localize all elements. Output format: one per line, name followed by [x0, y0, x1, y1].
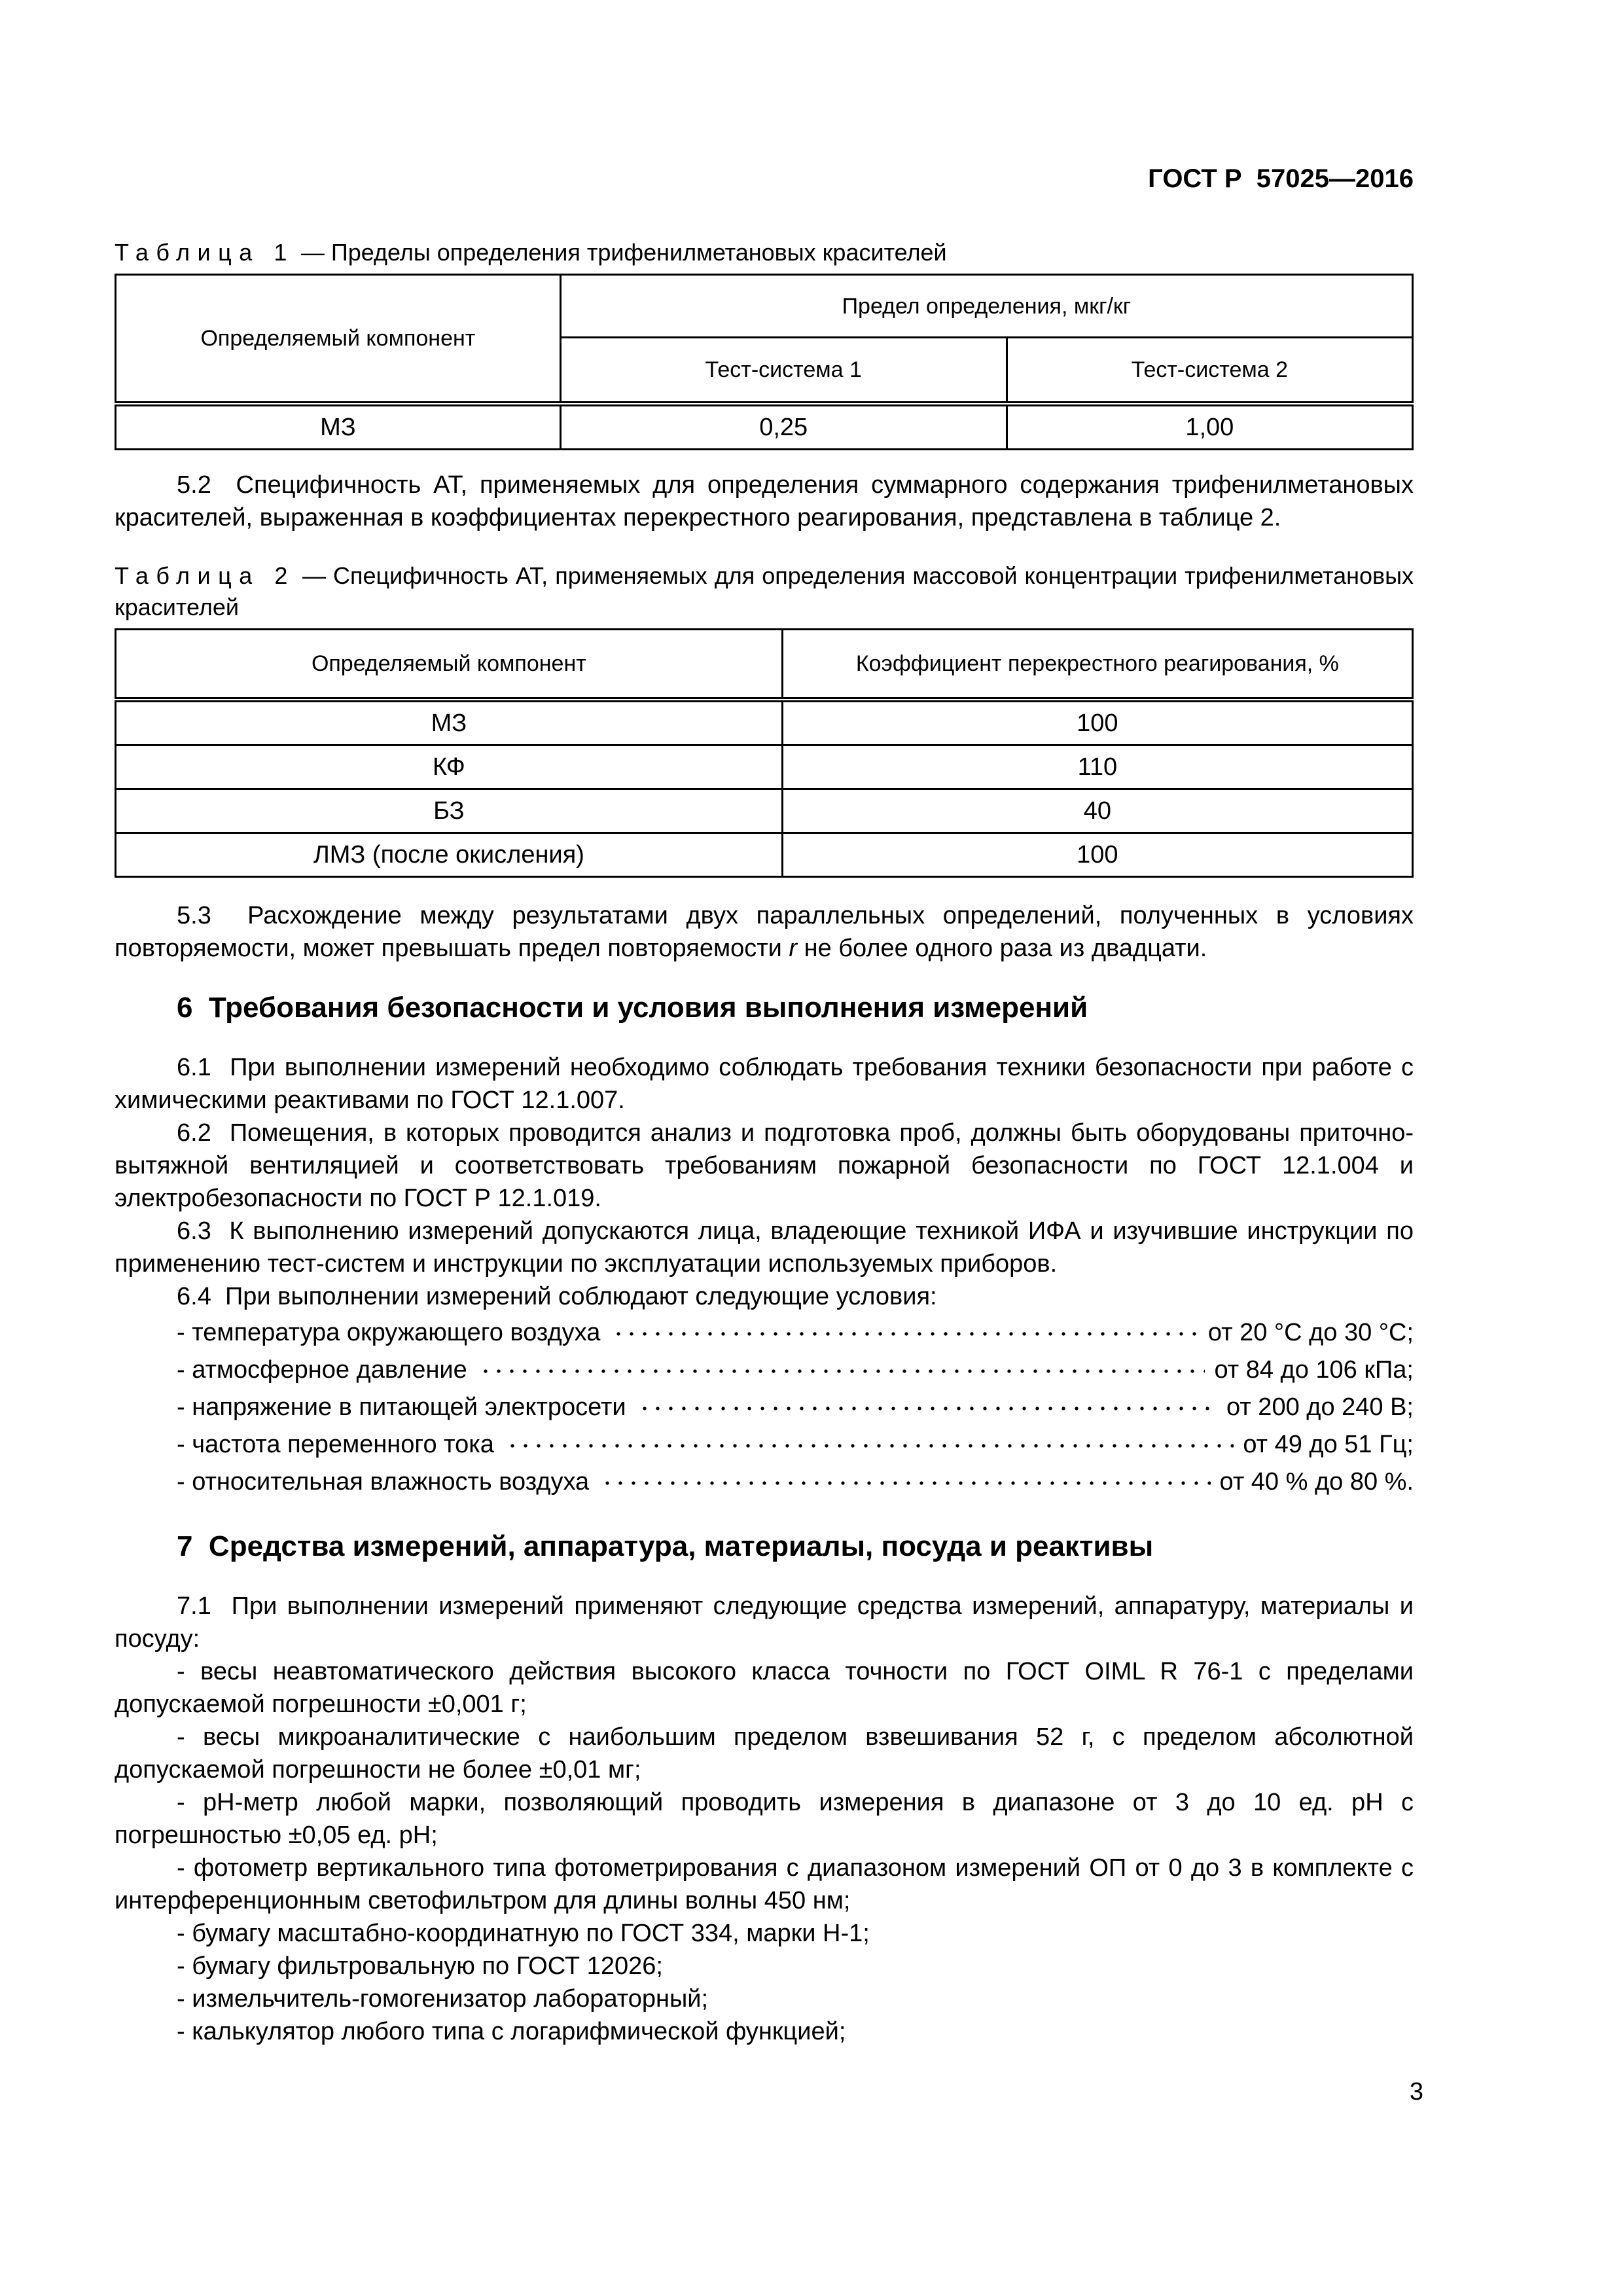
page-number: 3	[1409, 2078, 1423, 2106]
conditions-list	[115, 1314, 1414, 1501]
table1-row	[116, 404, 1413, 450]
table2-caption-label: Таблица 2	[115, 562, 295, 589]
equipment-item: - бумагу фильтровальную по ГОСТ 12026;	[177, 1952, 663, 1980]
paragraph-6-2: 6.2 Помещения, в которых проводится анализ и подготовка проб, должны быть оборудованы приточно-вытяжной вентиляцией и соответствовать требованиям пожарной безопасности по ГОСТ 12.1.004 и электробезопасности по ГОСТ Р 12.1.019.	[115, 1119, 1414, 1212]
dot-leader	[598, 1463, 1210, 1501]
table1-header-system2: Тест-система 2	[1007, 338, 1412, 404]
condition-row-temperature	[115, 1314, 1414, 1352]
condition-value: от 200 до 240 В;	[1226, 1393, 1414, 1421]
condition-label: - относительная влажность воздуха	[177, 1468, 590, 1496]
table1-caption-label: Таблица 1	[115, 239, 294, 266]
equipment-item: - весы микроаналитические с наибольшим пределом взвешивания 52 г, с пределом абсолютной допускаемой погрешности не более ±0,01 мг;	[115, 1723, 1414, 1784]
equipment-item: - калькулятор любого типа с логарифмической функцией;	[177, 2018, 846, 2045]
dot-leader	[476, 1352, 1205, 1389]
condition-label: - частота переменного тока	[177, 1431, 494, 1458]
condition-value: от 40 % до 80 %.	[1219, 1468, 1414, 1496]
equipment-item: - фотометр вертикального типа фотометрирования с диапазоном измерений ОП от 0 до 3 в комплекте с интерференционным светофильтром для длины волны 450 нм;	[115, 1854, 1414, 1914]
table1-cell-component: МЗ	[116, 404, 561, 450]
table2-cell-component: МЗ	[116, 700, 783, 745]
equipment-item: - измельчитель-гомогенизатор лабораторный;	[177, 1985, 709, 2013]
table1-header-limit: Предел определения, мкг/кг	[560, 275, 1412, 338]
table2-caption-text: — Специфичность АТ, применяемых для определения массовой концентрации трифенилметановых красителей	[115, 562, 1414, 620]
table1-header-system1: Тест-система 1	[560, 338, 1007, 404]
equipment-item: - весы неавтоматического действия высокого класса точности по ГОСТ OIML R 76-1 с пределами допускаемой погрешности ±0,001 г;	[115, 1658, 1414, 1718]
paragraph-5-3-part1: 5.3 Расхождение между результатами двух параллельных определений, полученных в условиях повторяемости, может превышать предел повторяемости	[115, 902, 1414, 962]
condition-value: от 20 °С до 30 °С;	[1207, 1319, 1414, 1346]
table2-cell-component: БЗ	[116, 789, 783, 833]
document-code: ГОСТ Р 57025—2016	[1148, 164, 1414, 193]
condition-row-humidity	[115, 1463, 1414, 1501]
table2-header-coefficient: Коэффициент перекрестного реагирования, %	[782, 630, 1412, 700]
table2-cell-value: 100	[782, 700, 1412, 745]
section-7-heading: 7 Средства измерений, аппаратура, материалы, посуда и реактивы	[177, 1530, 1154, 1562]
condition-row-frequency	[115, 1426, 1414, 1463]
repeatability-symbol: r	[789, 935, 798, 962]
section-6-heading: 6 Требования безопасности и условия выполнения измерений	[177, 992, 1088, 1024]
condition-row-pressure	[115, 1352, 1414, 1389]
table2-row	[116, 745, 1413, 789]
condition-label: - температура окружающего воздуха	[177, 1319, 601, 1346]
table1-header-component: Определяемый компонент	[116, 275, 561, 404]
condition-value: от 84 до 106 кПа;	[1214, 1356, 1414, 1384]
table2-cell-value: 110	[782, 745, 1412, 789]
table2-cell-component: КФ	[116, 745, 783, 789]
paragraph-7-1: 7.1 При выполнении измерений применяют следующие средства измерений, аппаратуру, материалы и посуду:	[115, 1592, 1414, 1653]
condition-label: - атмосферное давление	[177, 1356, 467, 1384]
table2-cell-value: 40	[782, 789, 1412, 833]
table1	[115, 274, 1414, 450]
dot-leader	[503, 1426, 1234, 1463]
condition-label: - напряжение в питающей электросети	[177, 1393, 626, 1421]
table2-row	[116, 789, 1413, 833]
paragraph-5-2: 5.2 Специфичность АТ, применяемых для определения суммарного содержания трифенилметановых красителей, выраженная в коэффициентах перекрестного реагирования, представлена в таблице 2.	[115, 471, 1414, 531]
table1-cell-sys1: 0,25	[560, 404, 1007, 450]
table2	[115, 628, 1414, 878]
table2-header-component: Определяемый компонент	[116, 630, 783, 700]
table1-caption-text: — Пределы определения трифенилметановых красителей	[300, 239, 947, 266]
table1-cell-sys2: 1,00	[1007, 404, 1412, 450]
table2-cell-component: ЛМЗ (после окисления)	[116, 833, 783, 877]
paragraph-5-3	[115, 899, 1414, 965]
table1-caption	[115, 237, 1414, 268]
condition-value: от 49 до 51 Гц;	[1243, 1431, 1414, 1458]
table2-row	[116, 700, 1413, 745]
table2-caption	[115, 560, 1414, 623]
table2-cell-value: 100	[782, 833, 1412, 877]
table2-row	[116, 833, 1413, 877]
dot-leader	[635, 1389, 1217, 1426]
dot-leader	[609, 1314, 1198, 1352]
equipment-item: - pH-метр любой марки, позволяющий проводить измерения в диапазоне от 3 до 10 ед. pH с погрешностью ±0,05 ед. pH;	[115, 1789, 1414, 1849]
equipment-item: - бумагу масштабно-координатную по ГОСТ 334, марки Н-1;	[177, 1920, 870, 1947]
paragraph-5-3-part2: не более одного раза из двадцати.	[797, 935, 1207, 962]
paragraph-6-3: 6.3 К выполнению измерений допускаются лица, владеющие техникой ИФА и изучившие инструкции по применению тест-систем и инструкции по эксплуатации используемых приборов.	[115, 1217, 1414, 1278]
condition-row-voltage	[115, 1389, 1414, 1426]
paragraph-6-4: 6.4 При выполнении измерений соблюдают следующие условия:	[177, 1283, 937, 1310]
paragraph-6-1: 6.1 При выполнении измерений необходимо соблюдать требования техники безопасности при работе с химическими реактивами по ГОСТ 12.1.007.	[115, 1054, 1414, 1114]
